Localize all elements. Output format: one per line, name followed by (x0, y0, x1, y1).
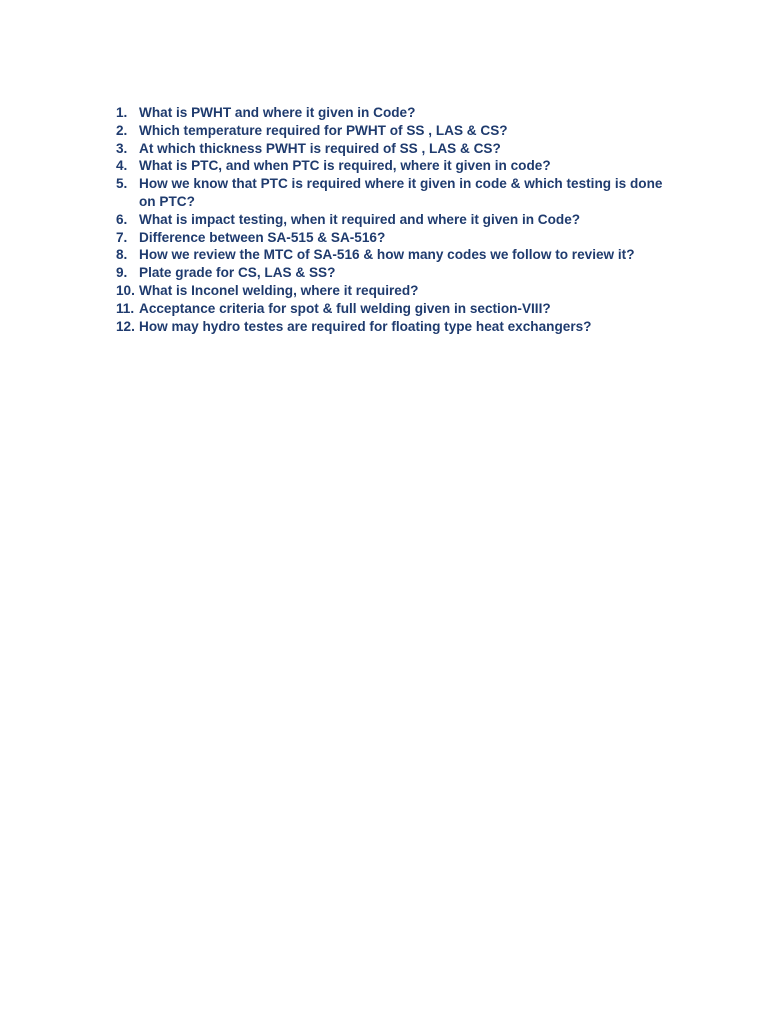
list-item-number: 11. (116, 300, 135, 316)
list-item-text: What is PTC, and when PTC is required, where it given in code? (139, 158, 551, 174)
list-item (116, 104, 664, 122)
list-item (116, 211, 664, 229)
question-list (116, 104, 664, 335)
list-item-number: 3. (116, 140, 128, 156)
list-item-number: 8. (116, 247, 128, 263)
list-item-number: 9. (116, 265, 128, 281)
list-item (116, 229, 664, 247)
list-item-text: How may hydro testes are required for floating type heat exchangers? (139, 318, 592, 334)
list-item-text: What is PWHT and where it given in Code? (139, 105, 416, 120)
list-item (116, 122, 664, 140)
list-item (116, 157, 664, 175)
list-item (116, 140, 664, 158)
list-item-text: Difference between SA-515 & SA-516? (139, 229, 386, 245)
list-item-text: What is Inconel welding, where it required? (139, 282, 419, 298)
list-item (116, 300, 664, 318)
list-item (116, 282, 664, 300)
list-item-number: 5. (116, 176, 128, 192)
list-item-text: How we review the MTC of SA-516 & how many codes we follow to review it? (139, 247, 635, 263)
list-item-number: 7. (116, 229, 128, 245)
list-item-number: 10. (116, 282, 135, 298)
list-item-number: 12. (116, 318, 135, 334)
list-item (116, 264, 664, 282)
list-item (116, 175, 664, 211)
list-item-text: Which temperature required for PWHT of SS , LAS & CS? (139, 122, 508, 138)
list-item (116, 318, 664, 336)
list-item-number: 6. (116, 211, 128, 227)
list-item (116, 246, 664, 264)
list-item-text: Acceptance criteria for spot & full welding given in section-VIII? (139, 300, 551, 316)
list-item-text: Plate grade for CS, LAS & SS? (139, 265, 336, 281)
list-item-number: 4. (116, 158, 128, 174)
list-item-text: How we know that PTC is required where it given in code & which testing is done on PTC? (139, 176, 663, 209)
list-item-text: What is impact testing, when it required and where it given in Code? (139, 211, 581, 227)
list-item-text: At which thickness PWHT is required of SS , LAS & CS? (139, 140, 501, 156)
list-item-number: 2. (116, 122, 128, 138)
list-item-number: 1. (116, 105, 128, 120)
